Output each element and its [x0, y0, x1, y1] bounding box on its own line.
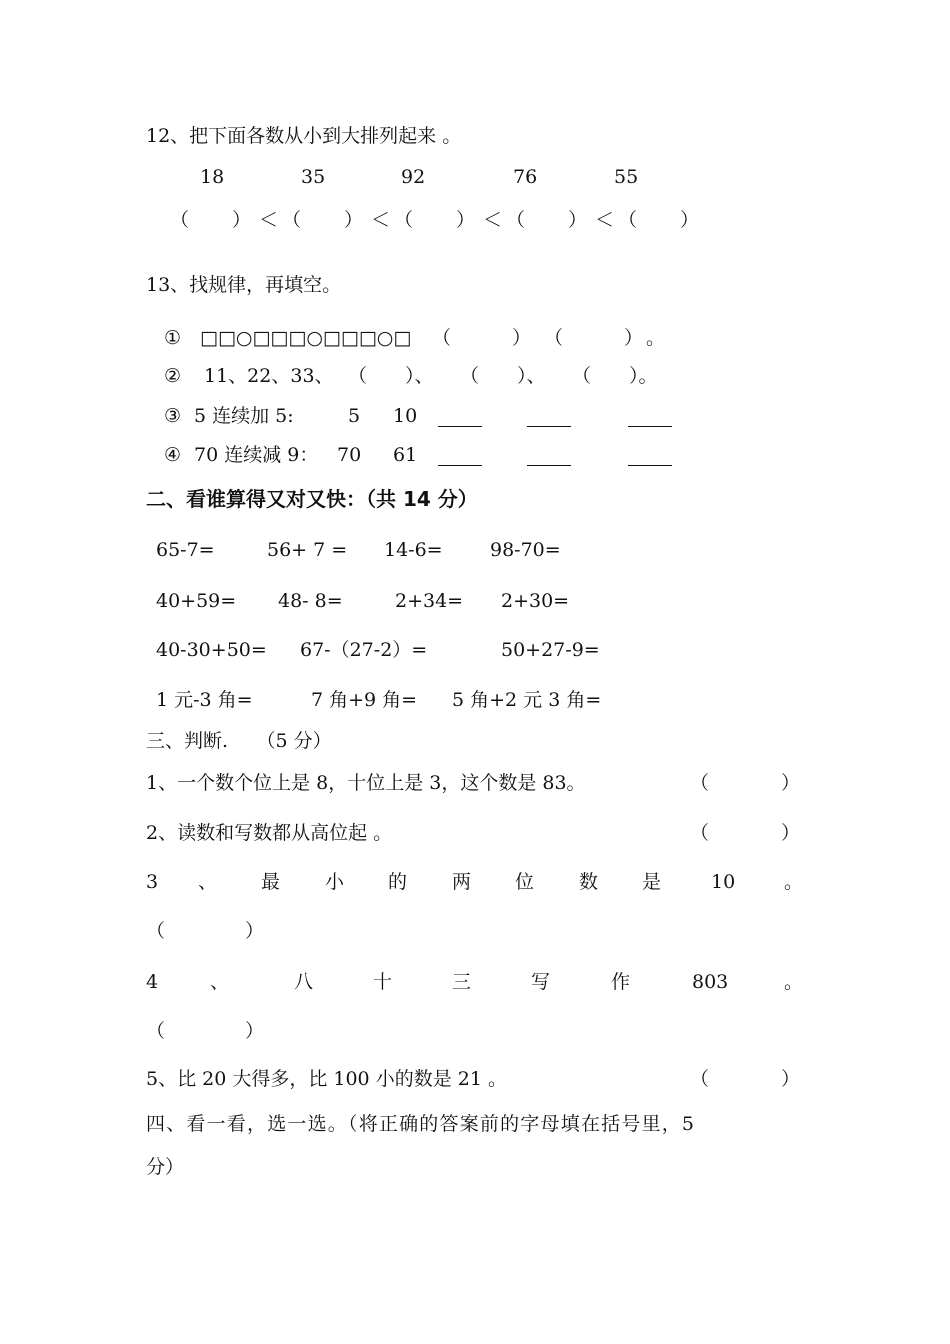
- fill-blank[interactable]: [628, 406, 672, 427]
- answer-paren-open: （: [460, 365, 480, 387]
- judgment-char: 两: [452, 871, 472, 893]
- answer-paren-close: ）: [781, 1068, 801, 1090]
- q13-title: 13、找规律，再填空。: [146, 274, 342, 296]
- arithmetic-problem: 14-6=: [384, 539, 443, 561]
- answer-paren-close: ）: [781, 822, 801, 844]
- q12-number: 76: [513, 166, 538, 188]
- answer-paren-close: ）: [245, 1020, 265, 1042]
- shape-sequence: □□○□□□○□□□○□: [200, 327, 412, 349]
- money-problem: 1 元-3 角=: [156, 689, 253, 711]
- answer-paren-close: ）: [680, 209, 700, 231]
- judgment-char: 数: [579, 871, 599, 893]
- judgment-char: 是: [642, 871, 662, 893]
- arithmetic-problem: 67-（27-2）=: [300, 639, 428, 661]
- item-number: ②: [164, 365, 182, 387]
- answer-paren-open: （: [690, 1068, 710, 1090]
- judgment-char: 作: [611, 971, 631, 993]
- answer-paren-open: （: [282, 209, 302, 231]
- judgment-char: 十: [373, 971, 393, 993]
- answer-paren-open: （: [170, 209, 190, 231]
- less-than-sign: ＜: [259, 209, 279, 231]
- answer-paren-open: （: [506, 209, 526, 231]
- answer-paren-close: ）: [624, 327, 644, 349]
- answer-paren-open: （: [544, 327, 564, 349]
- fill-blank[interactable]: [527, 406, 571, 427]
- sequence-value: 61: [393, 444, 418, 466]
- answer-paren-close: ）。: [629, 365, 658, 387]
- arithmetic-problem: 56+ 7 =: [267, 539, 348, 561]
- arithmetic-problem: 2+30=: [501, 590, 570, 612]
- section-heading: 二、看谁算得又对又快：（共 14 分）: [146, 487, 478, 511]
- answer-paren-open: （: [572, 365, 592, 387]
- q12-number: 55: [614, 166, 639, 188]
- answer-paren-close: ）: [344, 209, 364, 231]
- judgment-char: 。: [784, 871, 804, 893]
- item-number: ③: [164, 405, 182, 427]
- judgment-char: 、: [198, 871, 218, 893]
- q12-number: 35: [301, 166, 326, 188]
- judgment-char: 、: [210, 971, 230, 993]
- fill-blank[interactable]: [438, 406, 482, 427]
- answer-paren-close: ）: [512, 327, 532, 349]
- less-than-sign: ＜: [483, 209, 503, 231]
- arithmetic-problem: 50+27-9=: [501, 639, 600, 661]
- money-problem: 5 角+2 元 3 角=: [452, 689, 602, 711]
- judgment-char: 位: [515, 871, 535, 893]
- answer-paren-open: （: [348, 365, 368, 387]
- judgment-char: 。: [784, 971, 804, 993]
- arithmetic-problem: 48- 8=: [278, 590, 343, 612]
- answer-paren-open: （: [690, 772, 710, 794]
- judgment-char: 4: [146, 971, 159, 993]
- fill-blank[interactable]: [527, 445, 571, 466]
- less-than-sign: ＜: [371, 209, 391, 231]
- arithmetic-problem: 98-70=: [490, 539, 561, 561]
- judgment-char: 803: [692, 971, 729, 993]
- judgment-statement: 2、读数和写数都从高位起 。: [146, 822, 393, 844]
- judgment-char: 小: [325, 871, 345, 893]
- item-number: ④: [164, 444, 182, 466]
- fill-blank[interactable]: [628, 445, 672, 466]
- judgment-char: 的: [388, 871, 408, 893]
- arithmetic-problem: 65-7=: [156, 539, 215, 561]
- answer-paren-close: ）: [781, 772, 801, 794]
- arithmetic-problem: 40-30+50=: [156, 639, 267, 661]
- answer-paren-close: ）、: [517, 365, 546, 387]
- sequence-value: 10: [393, 405, 418, 427]
- judgment-statement: 1、一个数个位上是 8，十位上是 3，这个数是 83。: [146, 772, 586, 794]
- rule-label: 70 连续减 9：: [194, 444, 319, 466]
- number-sequence: 11、22、33、: [204, 365, 334, 387]
- rule-label: 5 连续加 5:: [194, 405, 294, 427]
- q12-number: 92: [401, 166, 426, 188]
- section-heading: 四、看一看，选一选。（将正确的答案前的字母填在括号里，5: [146, 1113, 696, 1135]
- answer-paren-open: （: [394, 209, 414, 231]
- answer-paren-close: ）、: [405, 365, 434, 387]
- sequence-value: 5: [348, 405, 361, 427]
- money-problem: 7 角+9 角=: [311, 689, 418, 711]
- section-heading-continued: 分）: [146, 1156, 185, 1178]
- answer-paren-close: ）: [245, 920, 265, 942]
- answer-paren-close: ）: [568, 209, 588, 231]
- judgment-char: 写: [531, 971, 551, 993]
- answer-paren-open: （: [146, 920, 166, 942]
- judgment-statement: 5、比 20 大得多，比 100 小的数是 21 。: [146, 1068, 507, 1090]
- answer-paren-close: ）: [232, 209, 252, 231]
- item-number: ①: [164, 327, 182, 349]
- q12-number: 18: [200, 166, 225, 188]
- less-than-sign: ＜: [595, 209, 615, 231]
- judgment-char: 三: [452, 971, 472, 993]
- judgment-char: 3: [146, 871, 159, 893]
- answer-paren-open: （: [432, 327, 452, 349]
- sequence-value: 70: [337, 444, 362, 466]
- judgment-char: 最: [261, 871, 281, 893]
- judgment-char: 八: [294, 971, 314, 993]
- arithmetic-problem: 40+59=: [156, 590, 237, 612]
- q12-title: 12、把下面各数从小到大排列起来 。: [146, 125, 462, 147]
- answer-paren-open: （: [690, 822, 710, 844]
- period: 。: [646, 327, 666, 349]
- answer-paren-open: （: [146, 1020, 166, 1042]
- answer-paren-open: （: [618, 209, 638, 231]
- judgment-char: 10: [711, 871, 736, 893]
- answer-paren-close: ）: [456, 209, 476, 231]
- arithmetic-problem: 2+34=: [395, 590, 464, 612]
- fill-blank[interactable]: [438, 445, 482, 466]
- section-heading: 三、判断. （5 分）: [146, 730, 332, 752]
